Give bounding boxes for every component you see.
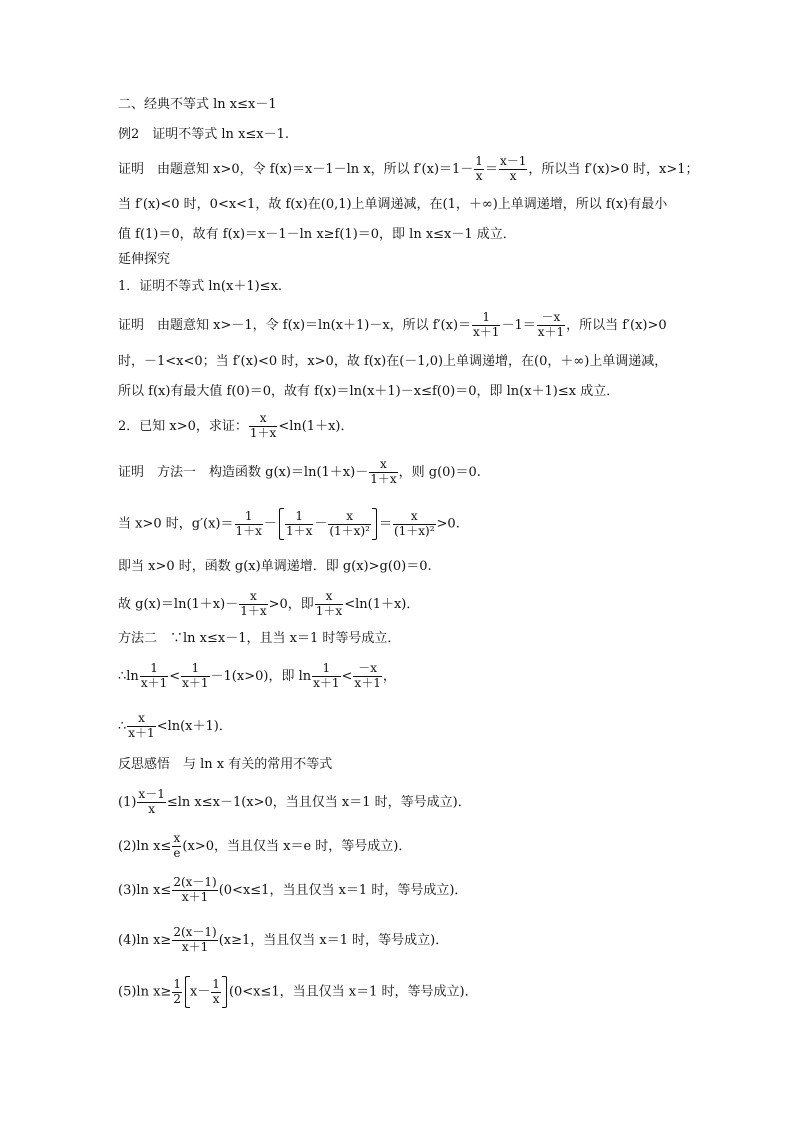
text: － [314,516,328,532]
frac-denominator: x＋1 [182,675,209,690]
fraction [472,311,500,340]
frac-denominator: x＋1 [354,675,381,690]
frac-numerator: 1 [181,662,209,677]
fraction [499,155,527,184]
text: ，所以当 f′(x)>0 时，x>1； [528,161,699,177]
fraction [328,510,371,539]
p2-method2: 方法二 ∵ln x≤x－1，且当 x＝1 时等号成立． [118,631,401,646]
text: ，则 g(0)＝0. [398,464,481,480]
fraction [140,662,168,691]
frac-denominator: e [173,845,181,860]
p2-line7 [118,712,232,741]
frac-numerator: x－1 [138,787,165,801]
frac-denominator: 1＋x [315,603,343,618]
fraction [312,662,340,691]
text: －1(x>0)，即 ln [210,668,312,684]
frac-denominator: 1＋x [235,523,262,538]
frac-denominator: x＋1 [313,675,340,690]
reflection-item-3 [118,876,467,905]
frac-denominator: x＋1 [128,725,155,740]
frac-denominator: (1＋x)² [329,523,370,538]
section-heading: 二、经典不等式 ln x≤x－1 [118,97,277,112]
fraction [239,590,267,619]
text: ，所以当 f′(x)>0 [566,317,667,333]
p2-line1 [118,458,481,487]
frac-denominator: x＋1 [140,675,168,690]
frac-denominator: 1＋x [249,425,277,440]
fraction [249,412,277,441]
text: >0，即 [268,596,314,612]
proof1-line2: 当 f′(x)<0 时，0<x<1，故 f(x)在(0,1)上单调递减，在(1，＋∞)上单调递增，所以 f(x)有最小 [118,197,668,212]
text: 故 g(x)＝ln(1＋x)－ [118,596,239,612]
extension-q1: 1．证明不等式 ln(x＋1)≤x. [118,279,283,294]
fraction [211,978,221,1007]
p2-line6 [118,662,396,691]
fraction [172,978,182,1007]
frac-denominator: x [475,168,483,183]
frac-numerator: 1 [312,662,340,677]
text: (x>0，当且仅当 x＝e 时，等号成立)． [182,838,412,854]
frac-numerator: 1 [140,662,168,677]
text: < [169,668,181,684]
text: ∴ln [118,668,139,684]
fraction [172,832,181,861]
text: (5)ln x≥ [118,984,172,1000]
text: 证明 方法一 构造函数 g(x)＝ln(1＋x)－ [118,464,369,480]
frac-numerator: 1 [235,510,263,525]
frac-numerator: x [239,590,267,605]
fraction [137,788,165,817]
frac-denominator: x [148,801,156,816]
frac-numerator: 2(x－1) [173,875,217,889]
reflection-item-1 [118,788,471,817]
frac-denominator: 1＋x [285,523,313,538]
text: ∴ [118,718,127,734]
reflection-title: 反思感悟 与 ln x 有关的常用不等式 [118,757,333,772]
frac-numerator: x [393,510,436,525]
frac-denominator: x＋1 [473,324,500,339]
fraction [353,662,381,691]
p2-line4 [118,590,419,619]
frac-denominator: 2 [173,991,181,1006]
text: <ln(x＋1)． [156,718,232,734]
reflection-item-5 [118,976,478,1008]
text: (3)ln x≤ [118,882,172,898]
frac-numerator: 1 [285,510,313,525]
text: 2．已知 x>0，求证： [118,418,248,434]
text: (0<x≤1，当且仅当 x＝1 时，等号成立)． [228,984,478,1000]
text: < [341,668,353,684]
text: ＝ [484,161,498,177]
frac-denominator: (1＋x)² [393,523,435,538]
text: 证明 由题意知 x>0，令 f(x)＝x－1－ln x，所以 f′(x)＝1－ [118,161,474,177]
text: <ln(1＋x)． [344,596,420,612]
fraction [181,662,209,691]
fraction [474,155,484,184]
fraction [393,510,436,539]
fraction [315,590,343,619]
frac-denominator: x [212,991,220,1006]
p2-line2 [118,508,460,540]
fraction [172,876,217,905]
frac-numerator: x [249,412,277,427]
frac-numerator: 1 [212,976,220,991]
left-bracket [279,508,284,540]
text: <ln(1＋x)． [278,418,354,434]
fraction [235,510,263,539]
frac-denominator: x＋1 [181,889,209,904]
text: －1＝ [501,317,536,333]
frac-denominator: x [509,168,517,183]
frac-numerator: x [328,510,371,525]
frac-numerator: 2(x－1) [173,925,217,939]
fraction [172,926,217,955]
text: (1) [118,794,137,810]
frac-numerator: 1 [475,154,483,168]
extension-title: 延伸探究 [118,252,171,267]
proof1-line3: 值 f(1)＝0，故有 f(x)＝x－1－ln x≥f(1)＝0，即 ln x≤x－1 成立． [118,227,516,242]
text: 证明 由题意知 x>－1，令 f(x)＝ln(x＋1)－x，所以 f′(x)＝ [118,317,472,333]
frac-numerator: x－1 [499,154,527,168]
frac-denominator: x＋1 [537,324,565,339]
reflection-item-2 [118,832,411,861]
right-bracket [222,976,227,1008]
frac-numerator: x [369,458,397,473]
text: ≤ln x≤x－1(x>0，当且仅当 x＝1 时，等号成立)． [166,794,471,810]
text: >0. [436,516,460,532]
text: (x≥1，当且仅当 x＝1 时，等号成立)． [218,932,449,948]
extension-q2 [118,412,353,441]
p1-line3: 所以 f(x)有最大值 f(0)＝0，故有 f(x)＝ln(x＋1)－x≤f(0)＝0，即 ln(x＋1)≤x 成立． [118,384,620,399]
text: (2)ln x≤ [118,838,172,854]
p1-line1 [118,311,667,340]
frac-numerator: －x [537,311,565,326]
frac-numerator: x [173,831,181,845]
fraction [369,458,397,487]
frac-denominator: 1＋x [240,603,267,618]
frac-denominator: x＋1 [181,939,209,954]
frac-numerator: －x [353,662,381,677]
frac-numerator: 1 [472,311,500,326]
proof1-line1 [118,155,699,184]
frac-numerator: x [127,712,155,727]
text: ， [382,668,396,684]
reflection-item-4 [118,926,448,955]
p1-line2: 时，－1<x<0；当 f′(x)<0 时，x>0，故 f(x)在(－1,0)上单调递增，在(0，＋∞)上单调递减， [118,354,668,369]
text: － [263,516,277,532]
frac-numerator: x [315,590,343,605]
fraction [127,712,155,741]
right-bracket [372,508,377,540]
fraction [537,311,565,340]
frac-denominator: 1＋x [370,471,397,486]
text: (0<x≤1，当且仅当 x＝1 时，等号成立)． [218,882,468,898]
text: 当 x>0 时，g′(x)＝ [118,516,234,532]
text: (4)ln x≥ [118,932,172,948]
text: x－ [189,984,211,1000]
fraction [285,510,313,539]
p2-line3: 即当 x>0 时，函数 g(x)单调递增．即 g(x)>g(0)＝0. [118,559,432,574]
frac-numerator: 1 [173,976,181,991]
example-title: 例2 证明不等式 ln x≤x－1. [118,127,290,142]
text: ＝ [378,516,392,532]
